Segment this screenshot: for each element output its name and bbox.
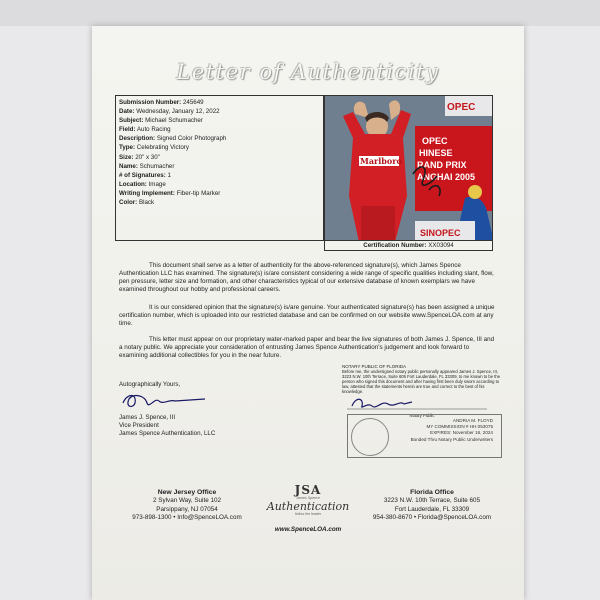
photo-illustration <box>325 96 493 241</box>
stamp-commission: MY COMMISSION # HH 053075 <box>426 424 493 430</box>
certificate-sheet <box>92 26 524 600</box>
photo-banner-line: HINESE <box>419 148 453 158</box>
office-address: 2 Sylvan Way, Suite 102 <box>153 497 221 505</box>
notary-heading: NOTARY PUBLIC OF FLORIDA <box>342 364 407 369</box>
info-row: # of Signatures: 1 <box>119 171 171 179</box>
office-contact: 954-380-8670 • Florida@SpenceLOA.com <box>372 514 492 522</box>
info-row: Field: Auto Racing <box>119 126 171 134</box>
signer-role: Vice President <box>119 422 159 429</box>
office-address: Fort Lauderdale, FL 33309 <box>394 505 470 513</box>
florida-office <box>357 489 507 523</box>
certification-number-bar: Certification Number: XX03094 <box>324 241 493 251</box>
notary-text: Before me, the undersigned notary public personally appeared James J. Spence, III, 3223 N.W. 10th Terrace, Suite 605 Fort Lauderdale, FL 33309, to me known to be the person who signed this document and after having first been duly sworn according to law, attested that the statements herein are true and correct to the best of his knowledge. <box>342 369 501 394</box>
logo-sub-text: James Spence <box>296 496 320 500</box>
logo-jsa-text: JSA <box>294 483 322 497</box>
stamp-expires: EXPIRES: November 16, 2024 <box>430 430 493 436</box>
notary-sig-label: Notary Public <box>409 413 435 418</box>
signer-name: James J. Spence, III <box>119 414 176 421</box>
paragraph-watermark: This letter must appear on our proprietary water-marked paper and bear the live signatures of both James J. Spence, III and a notary public. We appreciate your consideration of entrusting James Spence Authentication's judgement and look forward to examining additional collectibles for you in the near future. <box>119 336 495 359</box>
notary-seal-icon <box>351 418 389 456</box>
paragraph-authenticity: This document shall serve as a letter of authenticity for the above-referenced signature(s), which James Spence Authentication LLC has examined. The signature(s) is/are consistent considering a wide range of specific qualities including slant, flow, pen pressure, letter size and formation, and other characteristics typical of our extensive database of known exemplars we have examined throughout our hobby and professional careers. <box>119 262 494 293</box>
info-row: Name: Schumacher <box>119 162 175 170</box>
info-row: Color: Black <box>119 199 155 207</box>
photo-banner-line: RAND PRIX <box>417 160 467 170</box>
new-jersey-office <box>117 489 257 523</box>
document-title: Letter of Authenticity <box>176 60 440 84</box>
background-strip <box>0 0 600 26</box>
signoff-closing: Autographically Yours, <box>119 381 181 388</box>
office-address: Parsippany, NJ 07054 <box>156 505 218 513</box>
info-row: Type: Celebrating Victory <box>119 144 189 152</box>
stamp-name: ANDRIA M. FLOYD <box>452 418 493 423</box>
jsa-logo <box>262 484 354 524</box>
office-address: 3223 N.W. 10th Terrace, Suite 605 <box>383 497 481 505</box>
info-row: Size: 20" x 30" <box>119 153 160 161</box>
logo-tagline: follow the leader <box>294 512 322 516</box>
website-link[interactable]: www.SpenceLOA.com <box>274 526 342 533</box>
logo-main-text: Authentication <box>266 500 350 513</box>
photo-banner-line: ANGHAI 2005 <box>417 172 476 182</box>
signoff-block <box>119 381 215 438</box>
photo-sponsor-top: OPEC <box>447 102 476 113</box>
stamp-bonded: Bonded Thru Notary Public Underwriters <box>410 436 493 442</box>
signed-photo <box>324 95 493 241</box>
info-row: Writing Implement: Fiber-tip Marker <box>119 189 221 197</box>
photo-sponsor-bottom: SINOPEC <box>420 228 461 238</box>
signer-company: James Spence Authentication, LLC <box>119 430 216 437</box>
info-row: Location: Image <box>119 180 166 188</box>
certification-number: XX03094 <box>428 242 454 249</box>
office-name: Florida Office <box>410 489 454 496</box>
office-name: New Jersey Office <box>157 489 217 496</box>
submission-info-box <box>115 95 324 241</box>
spence-signature-icon <box>119 389 209 411</box>
notary-signature-icon <box>342 394 492 412</box>
office-contact: 973-898-1300 • Info@SpenceLOA.com <box>132 514 242 522</box>
info-row: Date: Wednesday, January 12, 2022 <box>119 108 220 116</box>
info-row: Submission Number: 245649 <box>119 99 204 106</box>
notary-stamp <box>347 414 502 458</box>
info-row: Description: Signed Color Photograph <box>119 135 227 143</box>
paragraph-opinion: It is our considered opinion that the signature(s) is/are genuine. Your authenticated signature(s) has been assigned a unique certification number, which is uploaded into our restricted database and can be confirmed on our website www.SpenceLOA.com at any time. <box>119 304 495 327</box>
info-row: Subject: Michael Schumacher <box>119 117 203 125</box>
photo-shirt-text: Marlboro <box>360 156 402 166</box>
notary-block <box>342 364 502 418</box>
photo-banner-line: OPEC <box>422 136 448 146</box>
